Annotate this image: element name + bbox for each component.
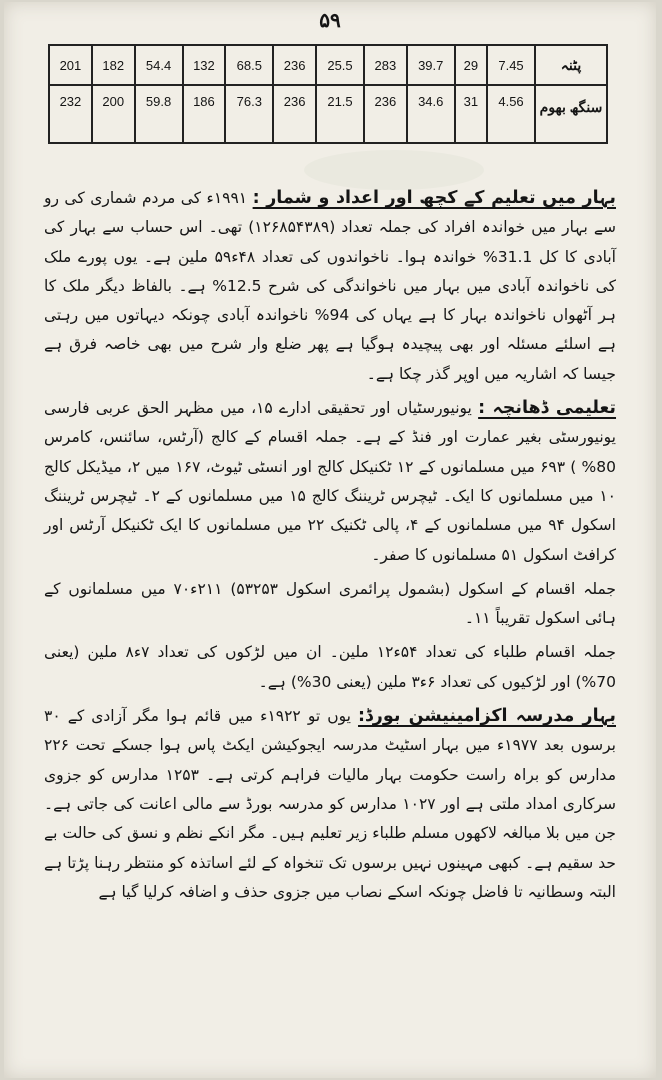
table-cell: 68.5: [225, 45, 273, 85]
table-cell: 182: [92, 45, 135, 85]
page-number: ۵۹: [319, 8, 341, 32]
book-page: [4, 2, 656, 1078]
table-cell: 54.4: [135, 45, 183, 85]
table-cell: 59.8: [135, 85, 183, 143]
table-cell: 39.7: [407, 45, 455, 85]
table-cell: 25.5: [316, 45, 364, 85]
table-cell: 76.3: [225, 85, 273, 143]
paragraph-text: جملہ اقسام طلباء کی تعداد ۵۴ء۱۲ ملین۔ ان میں لڑکوں کی تعداد ۷ء۸ ملین (یعنی 70%) اور لڑکیوں کی تعداد ۶ء۳ ملین (یعنی 30%) ہے۔: [44, 643, 616, 691]
paragraph-text: ۱۹۹۱ء کی مردم شماری کی رو سے بہار میں خواندہ افراد کی جملہ تعداد (۱۲۶۸۵۴۳۸۹) تھی۔ اس حساب سے بہار کی آبادی کا کل 31.1% خواندہ ہوا۔ ناخواندوں کی تعداد ۴۸ء۵۹ ملین ہے۔ یوں پورے ملک کی ناخواندہ آبادی میں بہار میں ناخواندگی کی شرح 12.5% ہے۔ بالفاظ دیگر ملک کا ہر آٹھواں ناخواندہ بہار کا ہے یہاں کی 94% ناخواندہ آبادی چونکہ دیہاتوں میں رہتی ہے اسلئے مسئلہ اور بھی پیچیدہ ہوگیا ہے پھر ضلع وار شرح میں بھی خاصہ فرق ہے جیسا کہ اشاریہ میں اوپر گذر چکا ہے۔: [44, 189, 616, 383]
paragraph-text: یوں تو ۱۹۲۲ء میں قائم ہوا مگر آزادی کے ۳۰ برسوں بعد ۱۹۷۷ء میں بہار اسٹیٹ مدرسہ ایجوکیشن ایکٹ پاس ہوا جسکے تحت ۲۲۶ مدارس کو براہ راست حکومت بہار مالیات فراہم کرتی ہے۔ ۱۲۵۳ مدارس کو جزوی سرکاری امداد ملتی ہے اور ۱۰۲۷ مدارس کو مدرسہ بورڈ سے مالی اعانت کی جاتی ہے۔ جن میں بلا مبالغہ لاکھوں مسلم طلباء زیر تعلیم ہیں۔ مگر انکے نظم و نسق کی حالت بے حد سقیم ہے۔ کبھی مہینوں نہیں برسوں تک تنخواہ کے لئے اساتذہ کو منتظر رہنا پڑتا ہے البتہ وسطانیہ تا فاضل چونکہ اسکے نصاب میں جزوی حذف و اضافہ کرلیا گیا ہے: [44, 707, 617, 901]
district-statistics-table: [48, 44, 608, 144]
table-cell: 7.45: [487, 45, 535, 85]
section-heading-literacy-stats: بہار میں تعلیم کے کچھ اور اعداد و شمار :: [252, 188, 616, 208]
table-cell: 29: [455, 45, 487, 85]
paragraph-education-structure: [44, 394, 616, 570]
table-row: [49, 45, 607, 85]
table-cell: 186: [183, 85, 226, 143]
table-cell: 4.56: [487, 85, 535, 143]
section-heading-education-structure: تعلیمی ڈھانچہ :: [478, 398, 617, 419]
paragraph-schools: [44, 575, 616, 634]
paragraph-students: [44, 638, 616, 697]
paragraph-madrasa-board: [44, 702, 616, 907]
table-row: [49, 85, 607, 143]
page-body-text: [44, 184, 616, 907]
paragraph-text: یونیورسٹیاں اور تحقیقی ادارے ۱۵، میں مظہر الحق عربی فارسی یونیورسٹی بغیر عمارت اور فنڈ کے ہے۔ جملہ اقسام کے کالج (آرٹس، سائنس، کامرس 80% ) ۶۹۳ میں مسلمانوں کے ۱۲ ٹکنیکل کالج اور انسٹی ٹیوٹ، ۱۶۷ میں ۲، میڈیکل کالج ۱۰ میں مسلمانوں کا ایک۔ ٹیچرس ٹریننگ کالج ۱۵ میں مسلمانوں کے ۲۔ ٹیچرس ٹریننگ اسکول ۹۴ میں مسلمانوں کے ۴، پالی ٹکنیک ۲۲ میں مسلمانوں کا ایک ٹکنیکل آرٹس اور کرافٹ اسکول ۵۱ مسلمانوں کا صفر۔: [44, 399, 616, 564]
table-cell: 236: [273, 45, 316, 85]
row-label: پٹنہ: [535, 45, 607, 85]
table-cell: 132: [183, 45, 226, 85]
table-cell: 34.6: [407, 85, 455, 143]
table-cell: 232: [49, 85, 92, 143]
table-cell: 21.5: [316, 85, 364, 143]
paragraph-text: جملہ اقسام کے اسکول (بشمول پرائمری اسکول ۵۳۲۵۳) ۲۱۱ء۷۰ میں مسلمانوں کے ہائی اسکول تقریباً ۱۱۔: [44, 579, 616, 628]
row-label: سنگھ بھوم: [535, 85, 607, 143]
table-cell: 200: [92, 85, 135, 143]
table-cell: 31: [455, 85, 487, 143]
table-cell: 201: [49, 45, 92, 85]
paragraph-literacy: [44, 184, 616, 389]
table-cell: 236: [364, 85, 407, 143]
section-heading-madrasa-board: بہار مدرسہ اکزامینیشن بورڈ:: [358, 706, 616, 727]
table-cell: 283: [364, 45, 407, 85]
table-cell: 236: [273, 85, 316, 143]
